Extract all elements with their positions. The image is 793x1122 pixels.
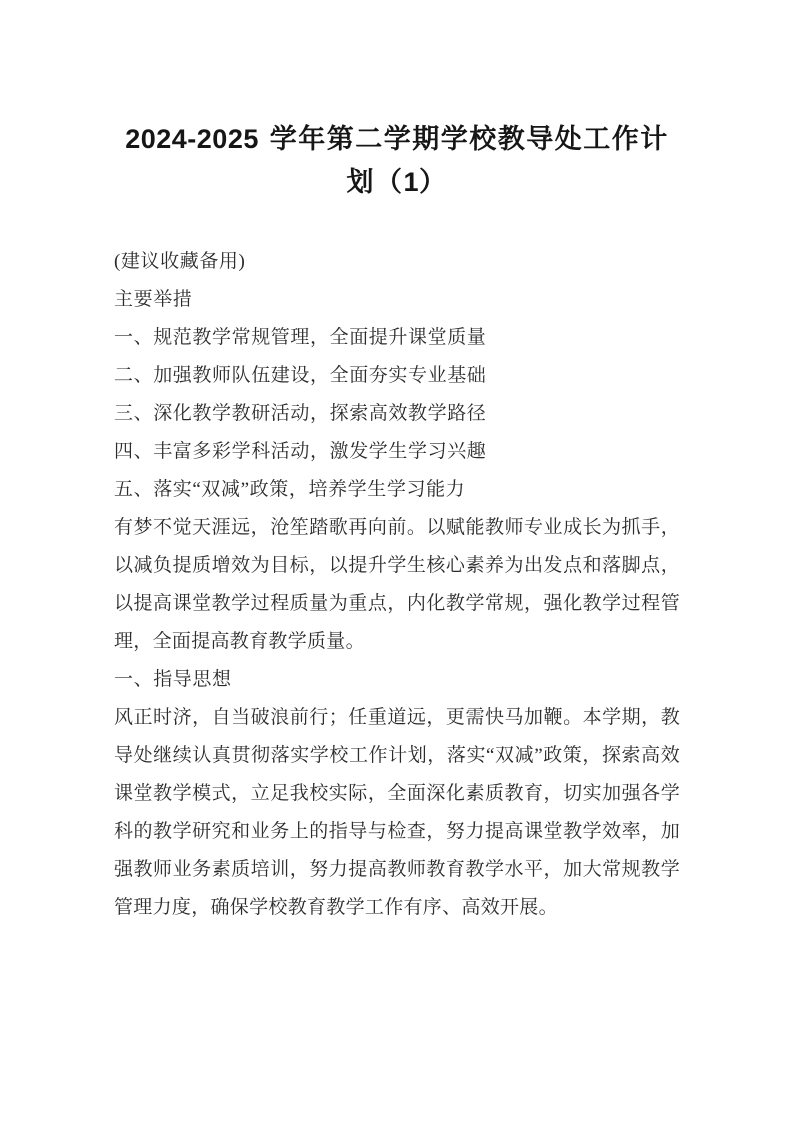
page-title bbox=[114, 0, 680, 204]
page-title-year-range: 2024-2025 bbox=[125, 124, 259, 154]
page-title-index-number: 1 bbox=[403, 167, 420, 197]
collection-note: (建议收藏备用) bbox=[114, 251, 246, 272]
intro-paragraph: 有梦不觉天涯远，沧笙踏歌再向前。以赋能教师专业成长为抓手，以减负提质增效为目标，以提升学生核心素养为出发点和落脚点，以提高课堂教学过程质量为重点，内化教学常规，强化教学过程管理，全面提高教育教学质量。 bbox=[114, 517, 680, 652]
list-item: 五、落实“双减”政策，培养学生学习能力 bbox=[114, 479, 466, 500]
section-one-paragraph: 风正时济，自当破浪前行；任重道远，更需快马加鞭。本学期，教导处继续认真贯彻落实学校工作计划，落实“双减”政策，探索高效课堂教学模式，立足我校实际，全面深化素质教育，切实加强各学科的教学研究和业务上的指导与检查，努力提高课堂教学效率，加强教师业务素质培训，努力提高教师教育教学水平，加大常规教学管理力度，确保学校教育教学工作有序、高效开展。 bbox=[114, 707, 680, 918]
measures-heading: 主要举措 bbox=[114, 289, 193, 310]
measures-list bbox=[114, 319, 680, 509]
list-item: 一、规范教学常规管理，全面提升课堂质量 bbox=[114, 327, 487, 348]
list-item: 三、深化教学教研活动，探索高效教学路径 bbox=[114, 403, 487, 424]
document-content bbox=[114, 0, 680, 927]
page-title-line-2-text: 划（ bbox=[346, 167, 404, 198]
section-heading-guiding-thought: 一、指导思想 bbox=[114, 669, 232, 690]
list-item: 四、丰富多彩学科活动，激发学生学习兴趣 bbox=[114, 441, 487, 462]
page-title-line-2-close: ） bbox=[419, 167, 448, 198]
page-title-line-1-text: 学年第二学期学校教导处工作计 bbox=[258, 124, 669, 155]
list-item: 二、加强教师队伍建设，全面夯实专业基础 bbox=[114, 365, 487, 386]
